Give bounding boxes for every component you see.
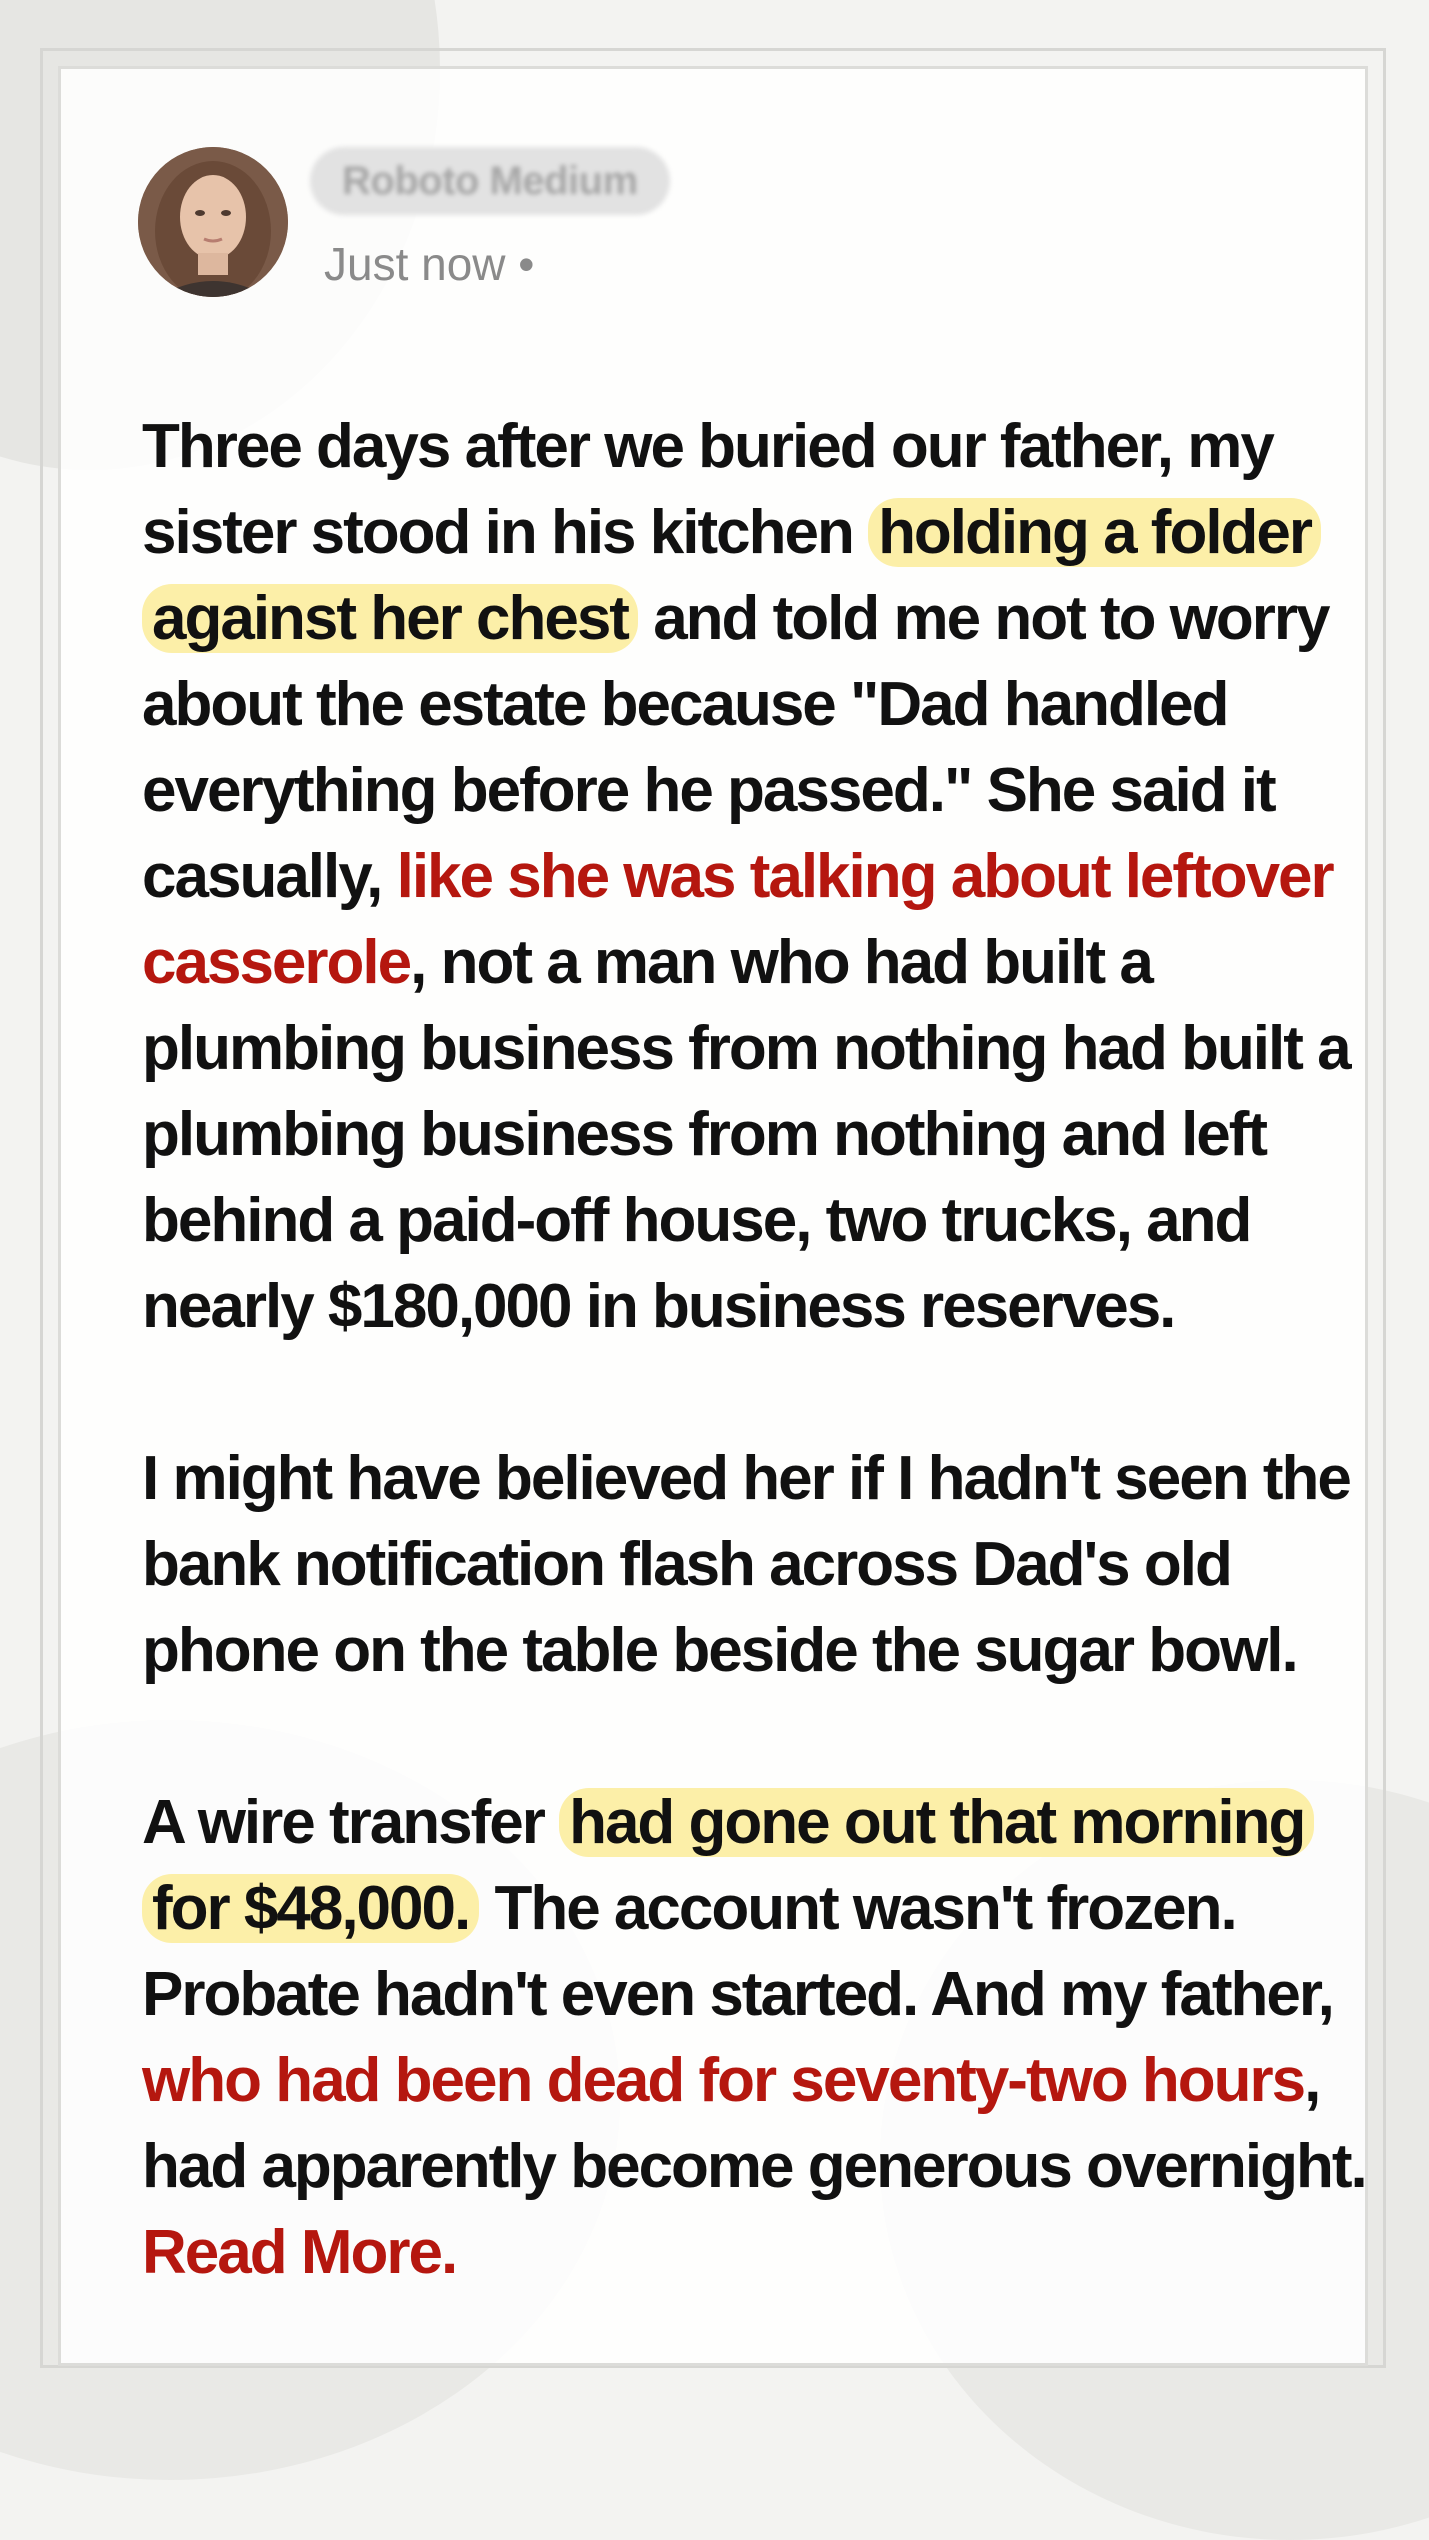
author-name[interactable]: Roboto Medium	[310, 147, 670, 215]
highlighted-text: holding a folder against her chest	[142, 498, 1321, 653]
emphasized-text: like she was talking about leftover casserole	[142, 842, 1333, 997]
post-text: A wire transfer	[142, 1788, 560, 1857]
post-text: and told me not to worry about the estate because "Dad handled everything before he passed." She said it casually,	[142, 584, 1329, 911]
post-paragraph	[142, 404, 1382, 1350]
emphasized-text: who had been dead for seventy-two hours	[142, 2046, 1305, 2115]
avatar[interactable]	[138, 147, 288, 297]
post-text: I might have believed her if I hadn't seen the bank notification flash across Dad's old phone on the table beside the sugar bowl.	[142, 1444, 1350, 1685]
post-paragraph	[142, 1780, 1382, 2296]
user-avatar-icon	[138, 147, 288, 297]
highlighted-text: had gone out that morning for $48,000.	[142, 1788, 1314, 1943]
post-text: , had apparently become generous overnight.	[142, 2046, 1366, 2201]
post-text: Three days after we buried our father, my sister stood in his kitchen	[142, 412, 1273, 567]
post-body	[142, 404, 1382, 2296]
read-more-link[interactable]: Read More.	[142, 2218, 457, 2287]
post-paragraph	[142, 1436, 1382, 1694]
post-text: The account wasn't frozen. Probate hadn't even started. And my father,	[142, 1874, 1333, 2029]
post-text: , not a man who had built a plumbing business from nothing had built a plumbing business from nothing and left behind a paid-off house, two trucks, and nearly $180,000 in business reserves.	[142, 928, 1350, 1341]
post-timestamp: Just now •	[324, 238, 535, 290]
